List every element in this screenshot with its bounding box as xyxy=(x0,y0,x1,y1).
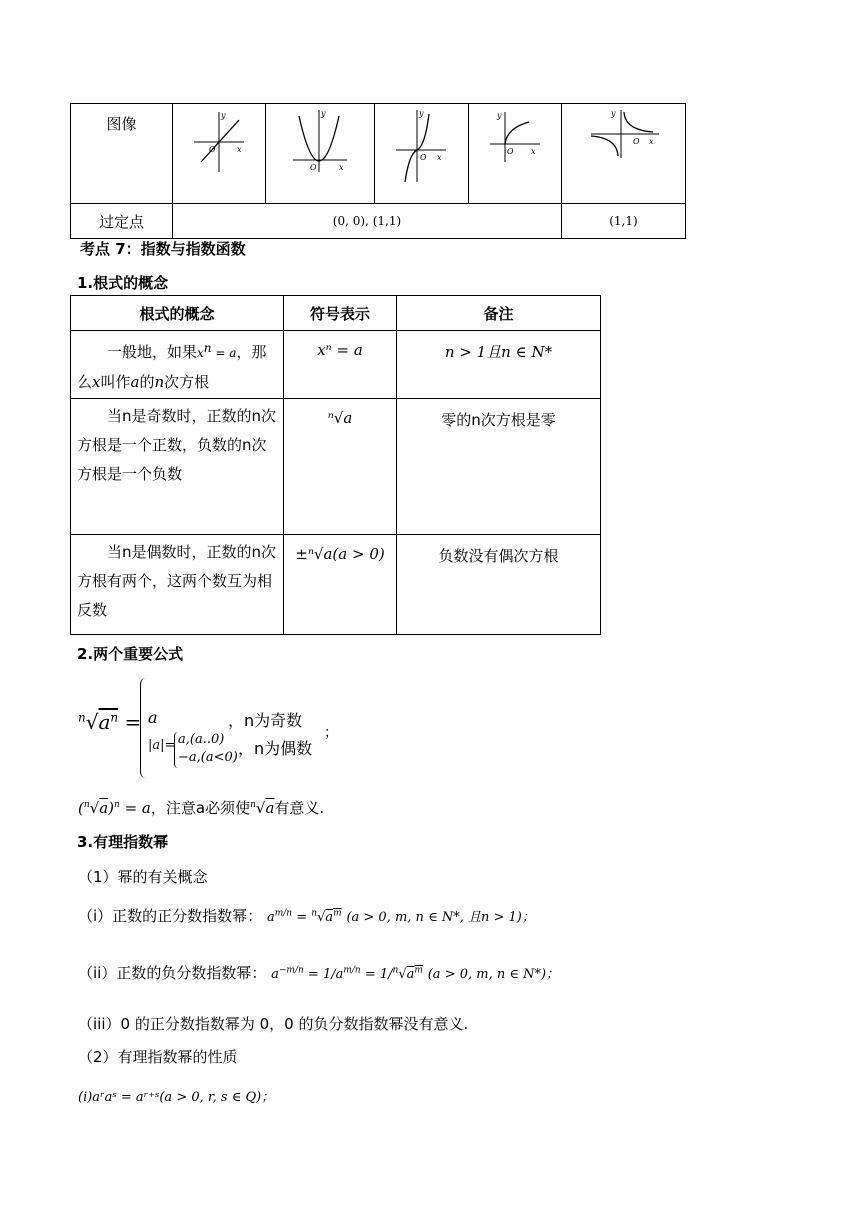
header-note: 备注 xyxy=(397,296,601,331)
fixed-points-reciprocal: (1,1) xyxy=(561,204,685,239)
concept-nth-root: 一般地，如果$x^n = a$，那么x叫作a的n次方根 xyxy=(71,331,284,399)
subsection-title-radical: 1.根式的概念 xyxy=(77,274,169,292)
item-power-concepts: （1）幂的有关概念 xyxy=(78,868,208,886)
note-nth-root: n > 1且n ∈ N* xyxy=(397,331,601,399)
svg-text:x: x xyxy=(237,145,242,154)
svg-text:y: y xyxy=(419,109,424,118)
graph-cell-square xyxy=(266,104,375,204)
svg-text:x: x xyxy=(339,163,344,172)
header-symbol: 符号表示 xyxy=(284,296,397,331)
svg-text:O: O xyxy=(310,163,317,172)
section-title: 考点 7：指数与指数函数 xyxy=(80,240,246,258)
symbol-odd-root: ⁿ√a xyxy=(284,399,397,535)
svg-text:y: y xyxy=(496,111,502,120)
formula-nth-root-of-a-n: $^n√a^n$ = a ，n为奇数 |a|= a,(a..0) −a,(a<0) ，n为偶数 ； xyxy=(78,676,378,780)
symbol-even-root: ±ⁿ√a(a > 0) xyxy=(284,535,397,635)
fixed-point-label: 过定点 xyxy=(71,204,173,239)
property-product-rule: (i)aʳaˢ = aʳ⁺ˢ(a > 0, r, s ∈ Q)； xyxy=(78,1090,275,1105)
concept-odd-root: 当n是奇数时，正数的n次方根是一个正数，负数的n次方根是一个负数 xyxy=(71,399,284,535)
header-concept: 根式的概念 xyxy=(71,296,284,331)
case-odd-condition: ，n为奇数 xyxy=(228,711,303,730)
graph-y-equals-1-over-x xyxy=(583,106,663,162)
graph-y-equals-sqrt-x xyxy=(485,106,545,166)
svg-text:O: O xyxy=(209,145,216,154)
case-even-condition: ，n为偶数 xyxy=(238,739,313,758)
case-odd-value: a xyxy=(148,708,158,727)
svg-text:x: x xyxy=(649,137,654,146)
abs-case-positive: a,(a..0) xyxy=(178,732,225,747)
radical-concept-table xyxy=(70,295,601,635)
item-negative-fractional-exponent: （ii）正数的负分数指数幂： $a^{-m/n} = 1/a^{m/n} = 1/^n√a^m$ (a > 0, m, n ∈ N*)； xyxy=(78,964,560,982)
fixed-points-main: (0, 0), (1,1) xyxy=(173,204,562,239)
note-even-root: 负数没有偶次方根 xyxy=(397,535,601,635)
brace-left xyxy=(140,678,149,778)
item-positive-fractional-exponent: （i）正数的正分数指数幂： $a^{m/n} = ^n√a^m$ (a > 0, m, n ∈ N*, 且n > 1)； xyxy=(78,907,535,925)
item-zero-exponent: （iii）0 的正分数指数幂为 0，0 的负分数指数幂没有意义. xyxy=(78,1015,469,1033)
subsection-title-formulas: 2.两个重要公式 xyxy=(77,645,184,663)
graph-y-equals-x-squared xyxy=(285,106,355,176)
graph-cell-reciprocal xyxy=(561,104,685,204)
formula-root-power: $(^n√a)^n = a$，注意a必须使$^n$√a有意义. xyxy=(78,799,325,817)
graph-row-label: 图像 xyxy=(71,104,173,204)
svg-text:x: x xyxy=(530,147,536,156)
svg-text:y: y xyxy=(221,111,226,120)
formula-semicolon: ； xyxy=(324,725,338,741)
graph-cell-linear xyxy=(173,104,266,204)
symbol-nth-root: xⁿ = a xyxy=(284,331,397,399)
graph-cell-sqrt xyxy=(468,104,561,204)
graph-cell-cube xyxy=(375,104,468,204)
svg-text:O: O xyxy=(633,137,641,146)
graph-y-equals-x xyxy=(189,106,249,176)
abs-case-negative: −a,(a<0) xyxy=(178,750,238,765)
svg-text:y: y xyxy=(611,109,616,118)
graph-y-equals-x-cubed xyxy=(391,106,451,186)
concept-even-root: 当n是偶数时，正数的n次方根有两个，这两个数互为相反数 xyxy=(71,535,284,635)
note-odd-root: 零的n次方根是零 xyxy=(397,399,601,535)
svg-text:y: y xyxy=(321,109,326,118)
item-exponent-properties: （2）有理指数幂的性质 xyxy=(78,1048,238,1066)
svg-text:O: O xyxy=(420,153,427,162)
subsection-title-rational-exponents: 3.有理指数幂 xyxy=(77,833,169,851)
power-function-graph-table xyxy=(70,103,686,239)
svg-text:O: O xyxy=(506,147,514,156)
svg-text:x: x xyxy=(437,153,442,162)
